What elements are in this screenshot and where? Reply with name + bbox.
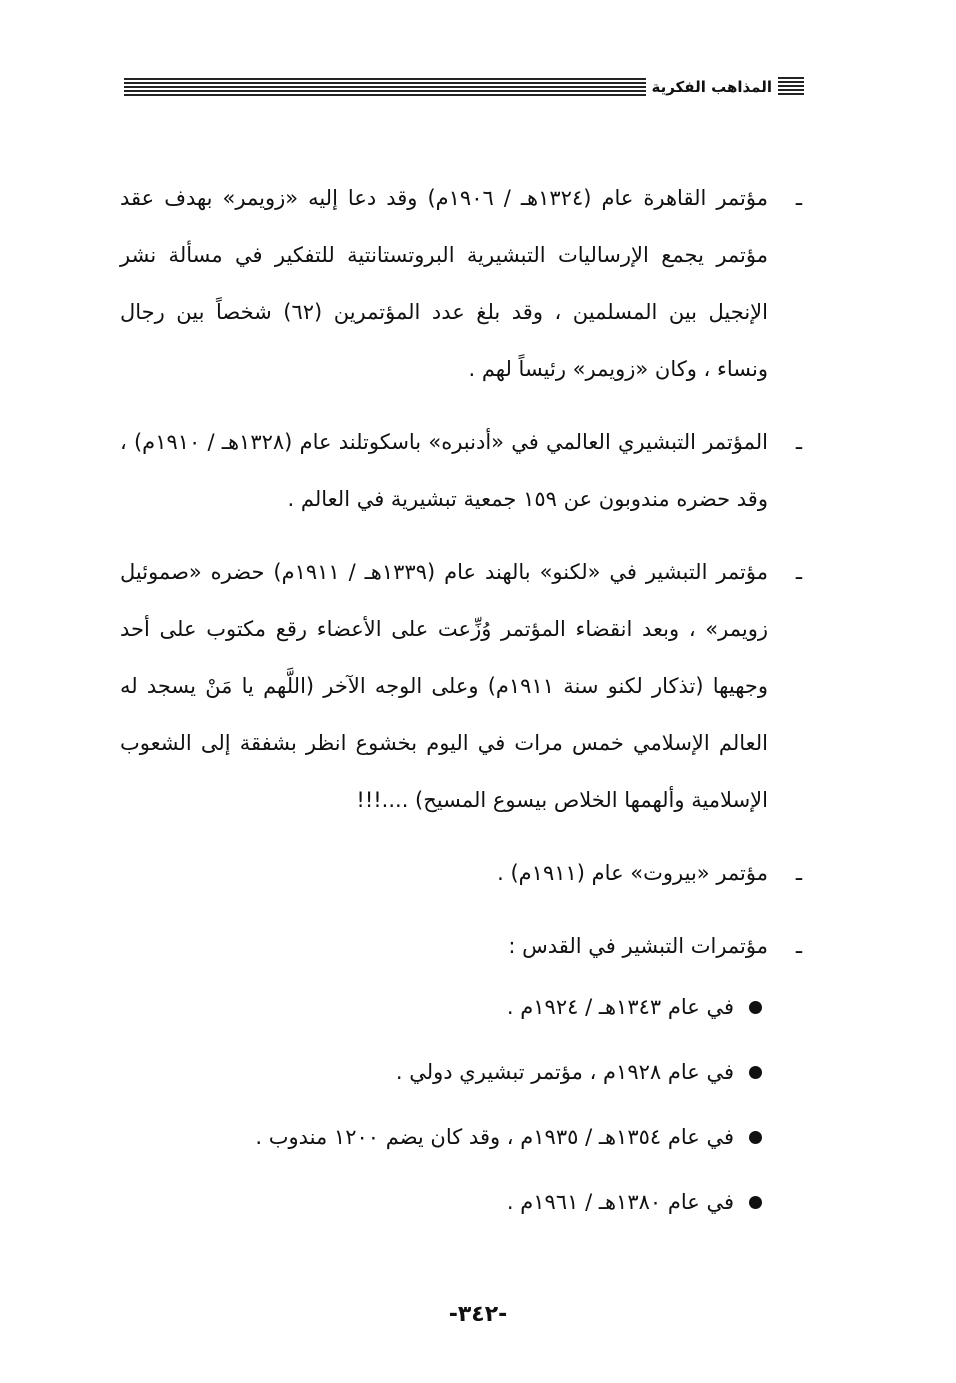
- list-item: [120, 414, 810, 528]
- sub-list-item-text: في عام ١٩٢٨م ، مؤتمر تبشيري دولي .: [395, 1060, 734, 1084]
- list-item-text: مؤتمر القاهرة عام (١٣٢٤هـ / ١٩٠٦م) وقد دعا إليه «زويمر» بهدف عقد مؤتمر يجمع الإرساليات التبشيرية البروتستانتية للتفكير في مسألة نشر الإنجيل بين المسلمين ، وقد بلغ عدد المؤتمرين (٦٢) شخصاً بين رجال ونساء ، وكان «زويمر» رئيساً لهم .: [120, 186, 768, 381]
- sub-list-item-text: في عام ١٣٤٣هـ / ١٩٢٤م .: [506, 995, 734, 1019]
- bullet-icon: [749, 1131, 762, 1144]
- sub-list-item: [120, 1174, 810, 1231]
- list-item: [120, 170, 810, 398]
- list-dash: ـ: [795, 560, 803, 584]
- list-item-text: المؤتمر التبشيري العالمي في «أدنبره» باسكوتلند عام (١٣٢٨هـ / ١٩١٠م) ، وقد حضره مندوبون عن ١٥٩ جمعية تبشيرية في العالم .: [120, 430, 769, 511]
- list-item: [120, 544, 810, 829]
- bullet-icon: [749, 1001, 762, 1014]
- bullet-icon: [749, 1196, 762, 1209]
- header-title: المذاهب الفكرية: [651, 78, 772, 96]
- sub-list-item: [120, 1044, 810, 1101]
- page-content: [120, 170, 810, 1239]
- list-dash: ـ: [795, 861, 803, 885]
- running-header: [124, 72, 804, 102]
- jerusalem-conferences-list: [120, 979, 810, 1231]
- list-dash: ـ: [795, 430, 803, 454]
- header-ornament-box: [778, 77, 804, 97]
- sub-list-item-text: في عام ١٣٨٠هـ / ١٩٦١م .: [506, 1190, 734, 1214]
- sub-list-item: [120, 1109, 810, 1166]
- list-item: [120, 918, 810, 975]
- sub-list-item-text: في عام ١٣٥٤هـ / ١٩٣٥م ، وقد كان يضم ١٢٠٠ مندوب .: [255, 1125, 734, 1149]
- bullet-icon: [749, 1066, 762, 1079]
- list-item-text: مؤتمر «بيروت» عام (١٩١١م) .: [497, 861, 768, 885]
- sub-list-item: [120, 979, 810, 1036]
- list-dash: ـ: [795, 186, 803, 210]
- header-rule-lines: [124, 78, 646, 96]
- list-item-text: مؤتمرات التبشير في القدس :: [508, 934, 768, 958]
- page-number: -٣٤٢-: [448, 1302, 508, 1327]
- list-item-text: مؤتمر التبشير في «لكنو» بالهند عام (١٣٣٩هـ / ١٩١١م) حضره «صموئيل زويمر» ، وبعد انقضاء المؤتمر وُزِّعت على الأعضاء رقع مكتوب على أحد وجهيها (تذكار لكنو سنة ١٩١١م) وعلى الوجه الآخر (اللَّهم يا مَنْ يسجد له العالم الإسلامي خمس مرات في اليوم بخشوع انظر بشفقة إلى الشعوب الإسلامية وألهمها الخلاص بيسوع المسيح) ....!!!: [120, 560, 769, 812]
- list-dash: ـ: [795, 934, 803, 958]
- list-item: [120, 845, 810, 902]
